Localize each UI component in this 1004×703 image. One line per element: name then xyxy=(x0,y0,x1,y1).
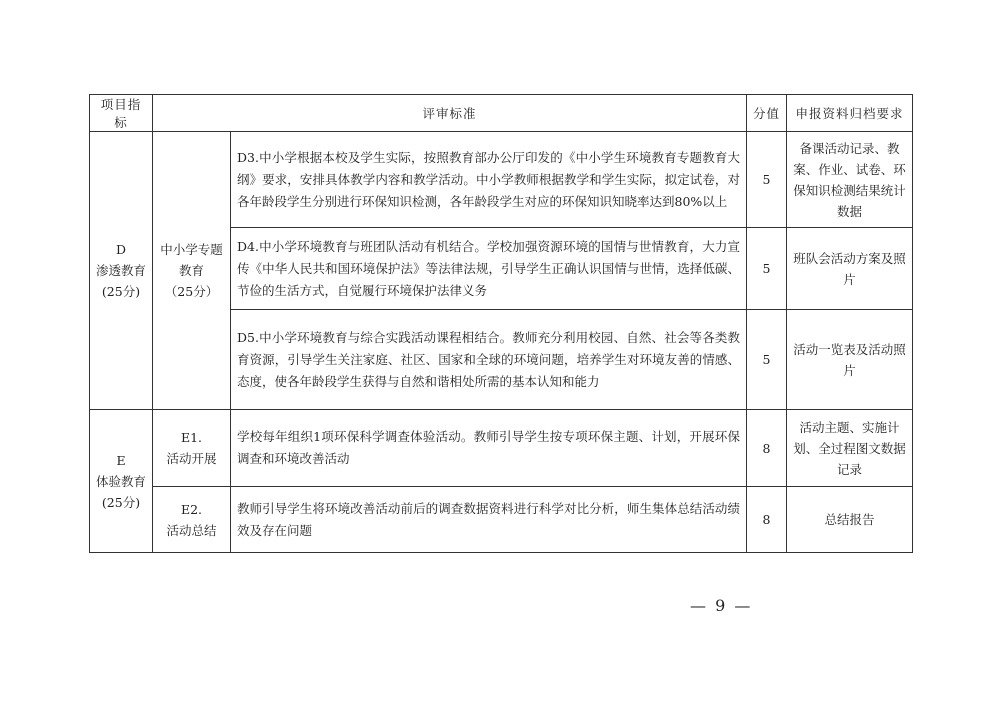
subcategory-cell xyxy=(153,487,231,553)
category-cell-d xyxy=(90,132,153,410)
page-number: — 9 — xyxy=(690,596,753,615)
category-cell-e xyxy=(90,410,153,553)
category-points: (25分) xyxy=(101,284,141,299)
subcategory-cell-d xyxy=(153,132,231,410)
table-row xyxy=(90,132,913,228)
score-cell: 8 xyxy=(747,410,787,487)
header-score: 分值 xyxy=(747,95,787,132)
score-cell: 8 xyxy=(747,487,787,553)
category-points: (25分) xyxy=(101,494,141,510)
subcategory-code: E2. xyxy=(180,501,203,517)
subcategory-name: 活动总结 xyxy=(166,522,217,538)
criteria-cell: D5.中小学环境教育与综合实践活动课程相结合。教师充分利用校园、自然、社会等各类教育资源，引导学生关注家庭、社区、国家和全球的环境问题，培养学生对环境友善的情感、态度，使各年龄段学生获得与自然和谐相处所需的基本认知和能力 xyxy=(231,310,747,410)
subcategory-code: E1. xyxy=(180,430,203,445)
table-row xyxy=(90,487,913,553)
evaluation-table xyxy=(89,94,913,553)
subcategory-points: （25分） xyxy=(164,284,219,299)
header-indicator: 项目指标 xyxy=(90,95,153,132)
docs-cell: 备课活动记录、教案、作业、试卷、环保知识检测结果统计数据 xyxy=(787,132,913,228)
score-cell: 5 xyxy=(747,132,787,228)
table-row xyxy=(90,410,913,487)
table-header-row xyxy=(90,95,913,132)
header-criteria: 评审标准 xyxy=(153,95,747,132)
subcategory-name: 活动开展 xyxy=(166,451,217,466)
docs-cell: 班队会活动方案及照片 xyxy=(787,228,913,310)
subcategory-cell xyxy=(153,410,231,487)
subcategory-name: 中小学专题教育 xyxy=(160,242,223,278)
header-docs: 申报资料归档要求 xyxy=(787,95,913,132)
category-name: 体验教育 xyxy=(96,473,147,489)
category-name: 渗透教育 xyxy=(96,263,147,278)
docs-cell: 活动一览表及活动照片 xyxy=(787,310,913,410)
criteria-cell: D3.中小学根据本校及学生实际，按照教育部办公厅印发的《中小学生环境教育专题教育大纲》要求，安排具体教学内容和教学活动。中小学教师根据教学和学生实际，拟定试卷，对各年龄段学生分别进行环保知识检测，各年龄段学生对应的环保知识知晓率达到80%以上 xyxy=(231,132,747,228)
docs-cell: 活动主题、实施计划、全过程图文数据记录 xyxy=(787,410,913,487)
criteria-cell: 学校每年组织1项环保科学调查体验活动。教师引导学生按专项环保主题、计划，开展环保调查和环境改善活动 xyxy=(231,410,747,487)
category-code: E xyxy=(116,452,126,468)
category-code: D xyxy=(115,242,127,257)
score-cell: 5 xyxy=(747,310,787,410)
criteria-cell: D4.中小学环境教育与班团队活动有机结合。学校加强资源环境的国情与世情教育，大力宣传《中华人民共和国环境保护法》等法律法规，引导学生正确认识国情与世情，选择低碳、节俭的生活方式，自觉履行环境保护法律义务 xyxy=(231,228,747,310)
docs-cell: 总结报告 xyxy=(787,487,913,553)
criteria-cell: 教师引导学生将环境改善活动前后的调查数据资料进行科学对比分析，师生集体总结活动绩效及存在问题 xyxy=(231,487,747,553)
score-cell: 5 xyxy=(747,228,787,310)
